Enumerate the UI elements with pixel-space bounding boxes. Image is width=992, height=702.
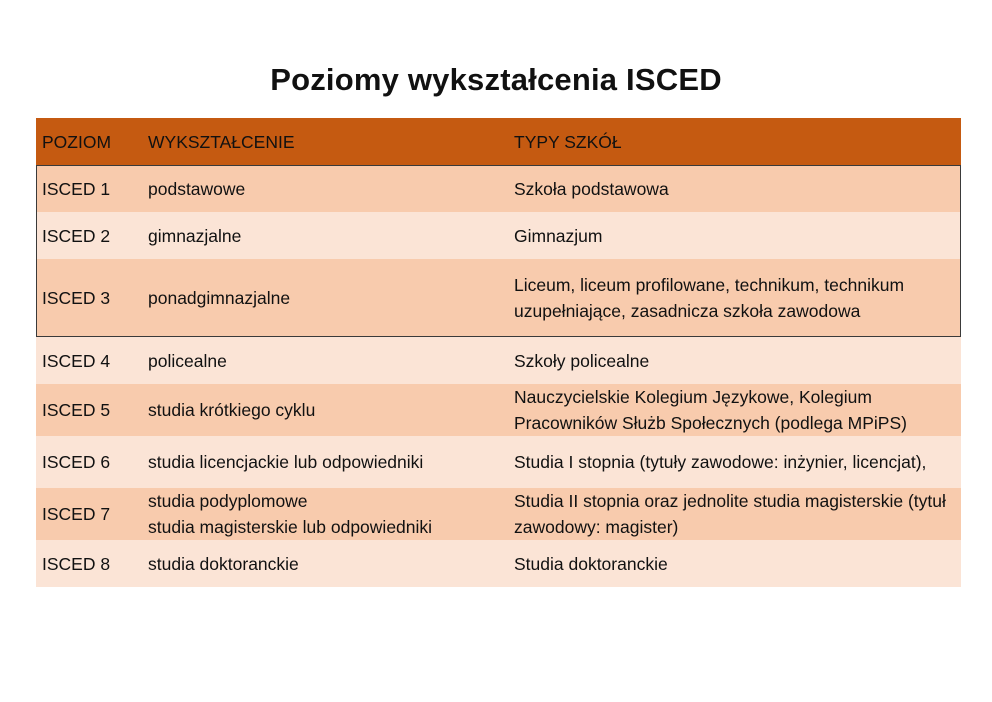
table-header-row: [36, 118, 961, 165]
cell-school-types: Studia I stopnia (tytuły zawodowe: inżynier, licencjat),: [514, 452, 927, 472]
table-row: [36, 540, 961, 587]
cell-education: studia licencjackie lub odpowiedniki: [148, 452, 424, 472]
cell-school-types: Liceum, liceum profilowane, technikum, technikum uzupełniające, zasadnicza szkoła zawodowa: [514, 275, 905, 321]
cell-level: ISCED 8: [42, 553, 111, 574]
cell-education: [142, 488, 508, 540]
cell-level: ISCED 4: [42, 350, 111, 371]
cell-education: studia krótkiego cyklu: [148, 400, 316, 420]
table-row: [36, 212, 961, 259]
cell-school-types: Gimnazjum: [514, 225, 603, 246]
header-education: WYKSZTAŁCENIE: [148, 131, 295, 152]
cell-school-types: Szkoły policealne: [514, 350, 650, 371]
cell-level: ISCED 3: [42, 288, 111, 308]
table-row: [36, 259, 961, 337]
cell-level: ISCED 2: [42, 225, 111, 246]
cell-education: gimnazjalne: [148, 225, 242, 246]
table-row: [36, 488, 961, 540]
cell-education: ponadgimnazjalne: [148, 288, 291, 308]
cell-level: ISCED 1: [42, 178, 111, 199]
cell-level: ISCED 6: [42, 452, 111, 472]
education-line: studia podyplomowe: [148, 491, 308, 511]
header-school-types: TYPY SZKÓŁ: [514, 131, 622, 152]
page-title: Poziomy wykształcenia ISCED: [270, 62, 722, 97]
header-level: POZIOM: [42, 131, 112, 152]
cell-school-types: Studia doktoranckie: [514, 553, 668, 574]
table-row: [36, 337, 961, 384]
isced-table: [36, 118, 961, 587]
cell-education: policealne: [148, 350, 227, 371]
cell-level: ISCED 7: [42, 504, 111, 524]
cell-level: ISCED 5: [42, 400, 111, 420]
table-row: [36, 165, 961, 212]
table-row: [36, 436, 961, 488]
cell-education: podstawowe: [148, 178, 246, 199]
education-line: studia magisterskie lub odpowiedniki: [148, 517, 433, 537]
cell-school-types: Nauczycielskie Kolegium Językowe, Kolegium Pracowników Służb Społecznych (podlega MPiPS): [514, 387, 907, 433]
cell-education: studia doktoranckie: [148, 553, 299, 574]
cell-school-types: Studia II stopnia oraz jednolite studia magisterskie (tytuł zawodowy: magister): [514, 491, 946, 537]
cell-school-types: Szkoła podstawowa: [514, 178, 669, 199]
table-row: [36, 384, 961, 436]
